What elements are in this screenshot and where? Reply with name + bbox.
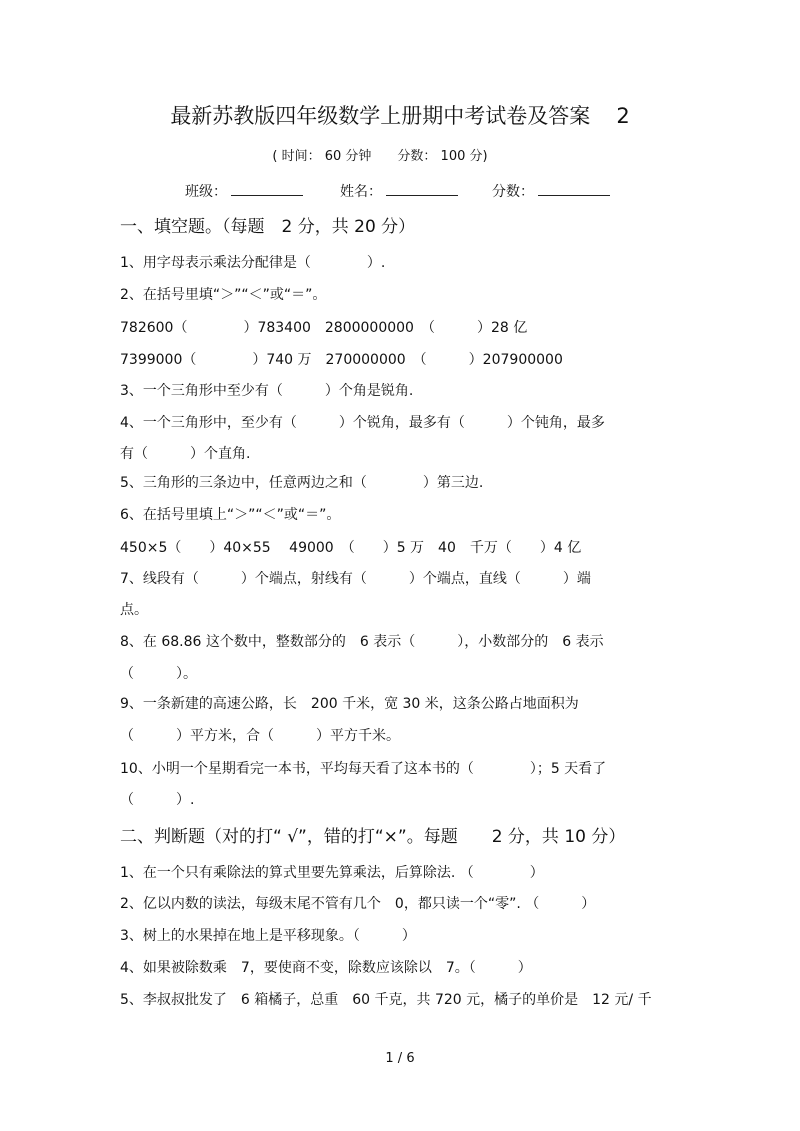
question-line: 7、线段有（ ）个端点，射线有（ ）个端点，直线（ ）端 [120,571,591,587]
name-label: 姓名： [340,184,382,200]
question-line: 4、一个三角形中，至少有（ ）个锐角，最多有（ ）个钝角，最多 [120,415,605,431]
question-line: 有（ ）个直角. [120,446,251,462]
question-line: 2、在括号里填“＞”“＜”或“＝”。 [120,287,327,303]
question-line: 782600（ ）783400 2800000000 （ ）28 亿 [120,320,528,336]
name-blank[interactable] [386,183,458,196]
question-line: （ ）平方米，合（ ）平方千米。 [120,728,400,744]
question-line: 点。 [120,602,148,618]
page-title [0,106,800,127]
question-line: （ ）. [120,792,195,808]
judge-line: 1、在一个只有乘除法的算式里要先算乘法，后算除法. （ ） [120,865,544,881]
exam-time-score: ( 时间： 60 分钟 分数： 100 分) [272,149,488,164]
section-fill-in: 一、填空题。（每题 2 分，共 20 分） [120,217,416,237]
question-line: 1、用字母表示乘法分配律是（ ）. [120,255,386,271]
judge-line: 2、亿以内数的读法，每级末尾不管有几个 0，都只读一个“零”. （ ） [120,896,596,912]
score-field[interactable] [492,183,610,199]
question-line: 6、在括号里填上“＞”“＜”或“＝”。 [120,507,341,523]
score-label: 分数： [492,184,534,200]
class-label: 班级： [185,184,227,200]
judge-line: 4、如果被除数乘 7，要使商不变，除数应该除以 7。（ ） [120,960,532,976]
class-field[interactable] [185,183,303,199]
question-line: 7399000（ ）740 万 270000000 （ ）207900000 [120,352,563,368]
name-field[interactable] [340,183,458,199]
page-number: 1 / 6 [385,1051,415,1066]
question-line: 450×5（ ）40×55 49000 （ ）5 万 40 千万（ ）4 亿 [120,540,582,556]
question-line: 5、三角形的三条边中，任意两边之和（ ）第三边. [120,475,484,491]
judge-line: 5、李叔叔批发了 6 箱橘子，总重 60 千克，共 720 元，橘子的单价是 12 元/ 千 [120,992,652,1008]
question-line: 9、一条新建的高速公路，长 200 千米，宽 30 米，这条公路占地面积为 [120,696,579,712]
title-number: 2 [616,104,630,128]
question-line: 3、一个三角形中至少有（ ）个角是锐角. [120,383,414,399]
question-line: 8、在 68.86 这个数中，整数部分的 6 表示（ ），小数部分的 6 表示 [120,634,604,650]
judge-line: 3、树上的水果掉在地上是平移现象。（ ） [120,928,416,944]
title-text: 最新苏教版四年级数学上册期中考试卷及答案 [170,104,591,128]
score-blank[interactable] [538,183,610,196]
question-line: 10、小明一个星期看完一本书，平均每天看了这本书的（ ）；5 天看了 [120,761,607,777]
class-blank[interactable] [231,183,303,196]
question-line: （ ）。 [120,666,197,682]
section-true-false: 二、判断题（对的打“ √”，错的打“×”。每题 2 分，共 10 分） [120,827,626,847]
